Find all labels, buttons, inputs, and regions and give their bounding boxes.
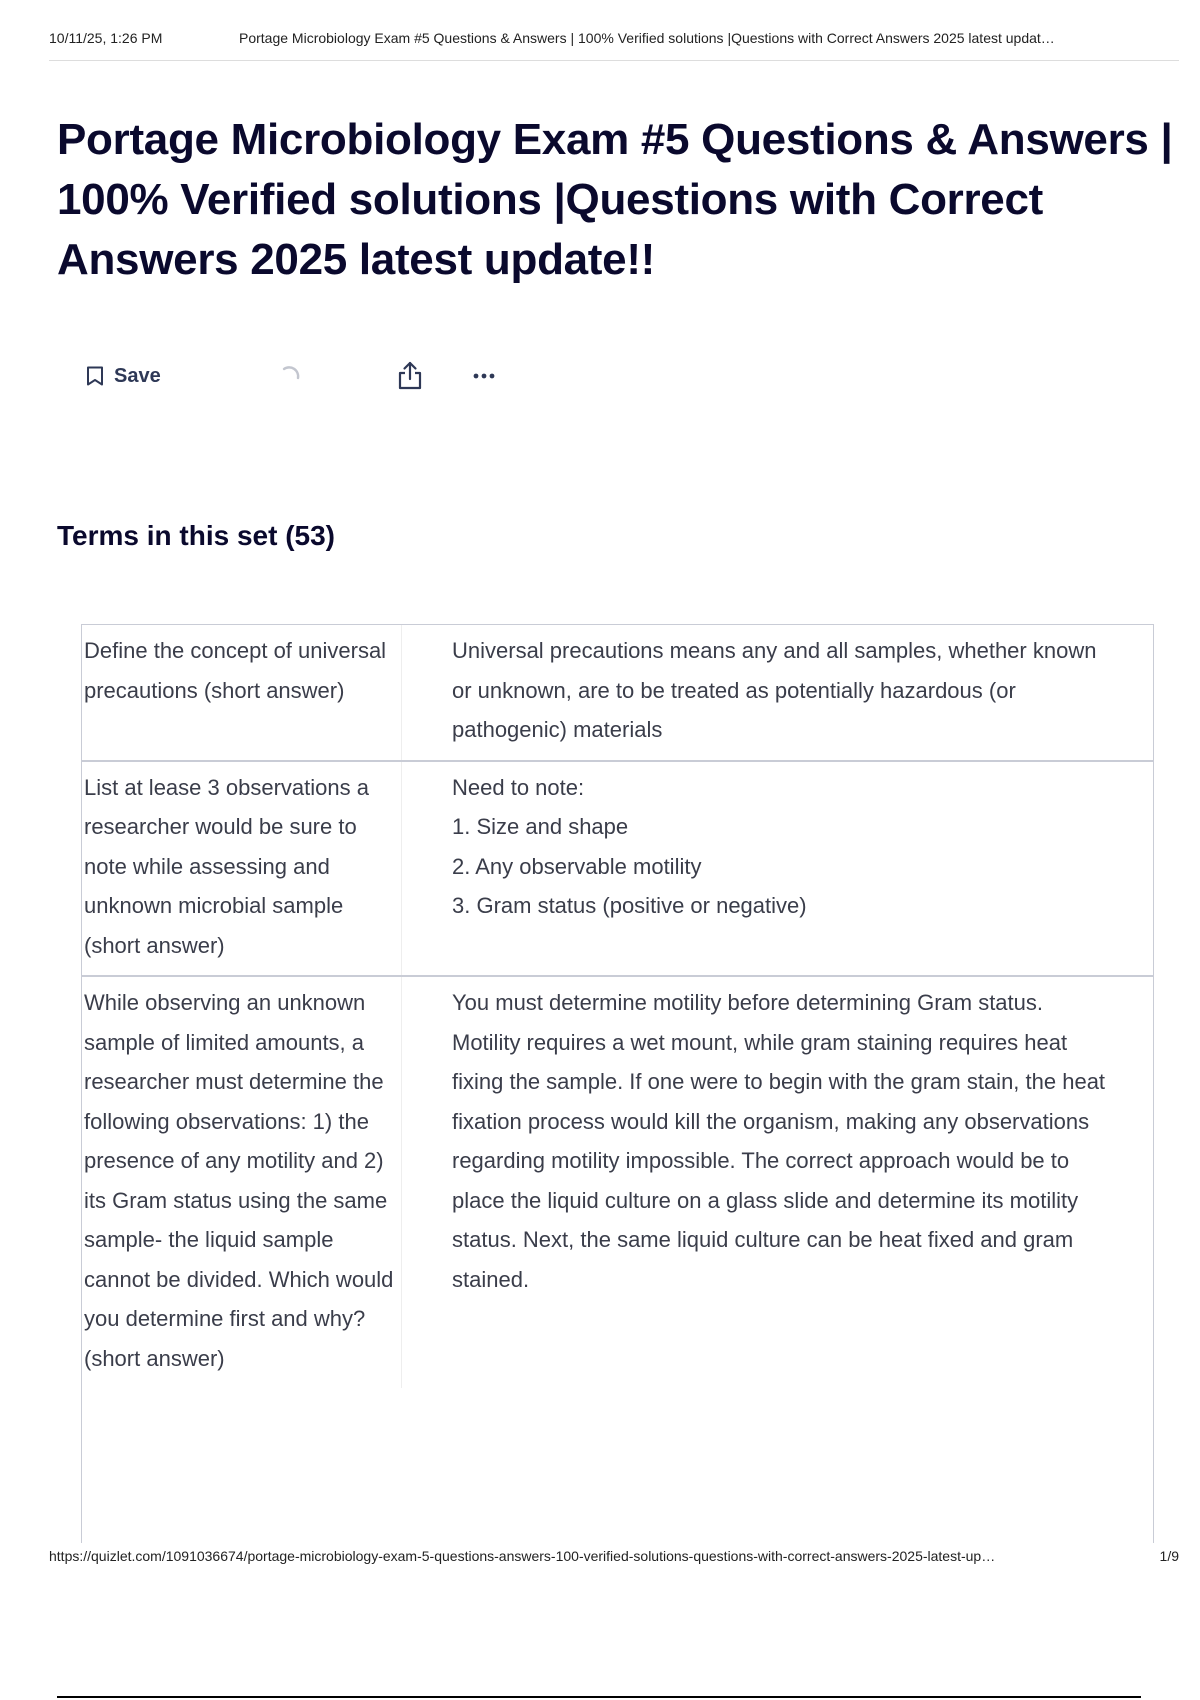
save-label: Save — [114, 364, 161, 387]
definition-line: 1. Size and shape — [452, 814, 629, 839]
terms-heading: Terms in this set (53) — [57, 520, 336, 551]
loading-spinner-icon — [276, 362, 304, 390]
print-doc-title: Portage Microbiology Exam #5 Questions & Answers | 100% Verified solutions |Questions with Correct Answers 2025 latest updat… — [239, 30, 1055, 46]
save-button[interactable] — [86, 356, 161, 396]
definition-line: You must determine motility before determining Gram status. Motility requires a wet mount, while gram staining requires heat fixing the sample. If one were to begin with the gram stain, the heat fixation process would kill the organism, making any observations regarding motility impossible. The correct approach would be to place the liquid culture on a glass slide and determine its motility status. Next, the same liquid culture can be heat fixed and gram stained. — [452, 990, 1106, 1292]
bookmark-icon — [86, 366, 104, 386]
term-row — [82, 977, 1153, 1388]
term-text: Define the concept of universal precautions (short answer) — [82, 625, 402, 760]
page-title: Portage Microbiology Exam #5 Questions & Answers | 100% Verified solutions |Questions with Correct Answers 2025 latest update!! — [57, 115, 1173, 284]
definition-line: 3. Gram status (positive or negative) — [452, 893, 807, 918]
definition-text — [402, 977, 1153, 1388]
definition-text — [402, 762, 1153, 976]
print-date: 10/11/25, 1:26 PM — [49, 30, 163, 46]
term-row — [82, 762, 1153, 978]
definition-line: Universal precautions means any and all samples, whether known or unknown, are to be treated as potentially hazardous (or pathogenic) materials — [452, 638, 1097, 742]
print-header — [49, 30, 1179, 61]
page-number: 1/9 — [1159, 1548, 1179, 1564]
definition-line: 2. Any observable motility — [452, 853, 702, 879]
share-icon[interactable] — [394, 360, 426, 392]
terms-table — [81, 624, 1154, 1543]
term-row — [82, 625, 1153, 762]
definition-text — [402, 625, 1153, 760]
term-text: List at lease 3 observations a researcher would be sure to note while assessing and unknown microbial sample (short answer) — [82, 762, 402, 976]
more-icon[interactable] — [468, 360, 500, 392]
definition-line: Need to note: — [452, 774, 585, 800]
page-divider — [57, 1696, 1141, 1698]
print-url: https://quizlet.com/1091036674/portage-microbiology-exam-5-questions-answers-100-verified-solutions-questions-with-correct-answers-2025-latest-up… — [49, 1548, 996, 1564]
term-text: While observing an unknown sample of limited amounts, a researcher must determine the following observations: 1) the presence of any motility and 2) its Gram status using the same sample- the liquid sample cannot be divided. Which would you determine first and why? (short answer) — [82, 977, 402, 1388]
